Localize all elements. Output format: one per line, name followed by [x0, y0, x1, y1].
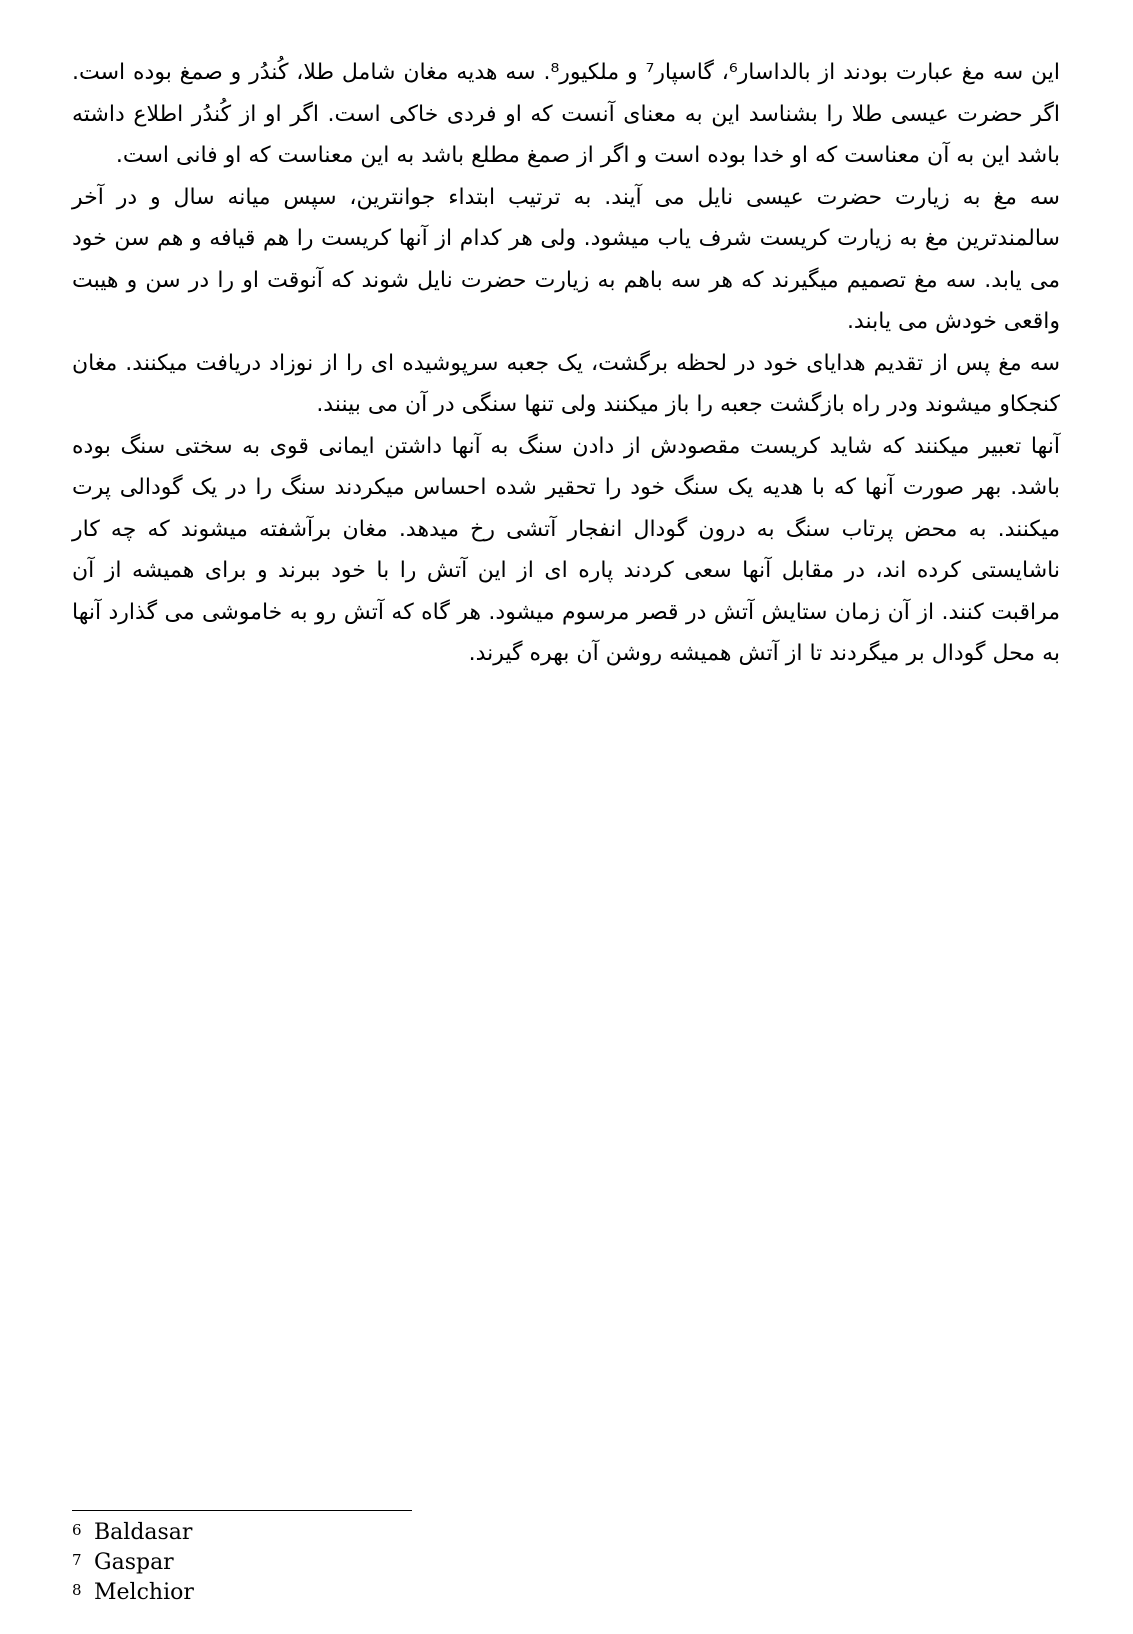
footnote-item	[72, 1548, 672, 1578]
footnote-divider	[72, 1510, 412, 1511]
footnote-text: Gaspar	[94, 1550, 174, 1575]
footnote-number: 6	[72, 1521, 82, 1539]
paragraph-fire-worship: آنها تعبیر میکنند که شاید کریست مقصودش از دادن سنگ به آنها داشتن ایمانی قوی به سختی سنگ بوده باشد. بهر صورت آنها که با هدیه یک سنگ خود را تحقیر شده احساس میکردند سنگ را در یک گودالی پرت میکنند. به محض پرتاب سنگ به درون گودال انفجار آتشی رخ میدهد. مغان برآشفته میشوند که چه کار ناشایستی کرده اند، در مقابل آنها سعی کردند پاره ای از این آتش را با خود ببرند و برای همیشه از آن مراقبت کنند. از آن زمان ستایش آتش در قصر مرسوم میشود. هر گاه که آتش رو به خاموشی می گذارد آنها به محل گودال بر میگردند تا از آتش همیشه روشن آن بهره گیرند.	[72, 433, 1060, 666]
footnote-item	[72, 1518, 672, 1548]
footnote-text: Baldasar	[94, 1520, 193, 1545]
paragraph-magi-names-gifts: این سه مغ عبارت بودند از بالداسار⁶، گاسپار⁷ و ملکیور⁸. سه هدیه مغان شامل طلا، کُندُر و صمغ بوده است. اگر حضرت عیسی طلا را بشناسد این به معنای آنست که او فردی خاکی است. اگر او از کُندُر اطلاع داشته باشد این به آن معناست که او خدا بوده است و اگر از صمغ مطلع باشد به این معناست که او فانی است.	[72, 60, 1061, 168]
footnote-number: 7	[72, 1551, 82, 1569]
footnotes	[72, 1518, 672, 1608]
footnote-number: 8	[72, 1581, 82, 1599]
paragraph-closed-box: سه مغ پس از تقدیم هدایای خود در لحظه برگشت، یک جعبه سرپوشیده ای را از نوزاد دریافت میکنند. مغان کنجکاو میشوند ودر راه بازگشت جعبه را باز میکنند ولی تنها سنگی در آن می بینند.	[72, 350, 1060, 417]
footnote-item	[72, 1578, 672, 1608]
body-text	[72, 52, 1060, 675]
footnote-text: Melchior	[94, 1580, 194, 1605]
paragraph-visit-christ: سه مغ به زیارت حضرت عیسی نایل می آیند. به ترتیب ابتداء جوانترین، سپس میانه سال و در آخر سالمندترین مغ به زیارت کریست شرف یاب میشود. ولی هر کدام از آنها کریست را هم قیافه و هم سن خود می یابد. سه مغ تصمیم میگیرند که هر سه باهم به زیارت حضرت نایل شوند که آنوقت او را در سن و هیبت واقعی خودش می یابند.	[72, 184, 1060, 334]
